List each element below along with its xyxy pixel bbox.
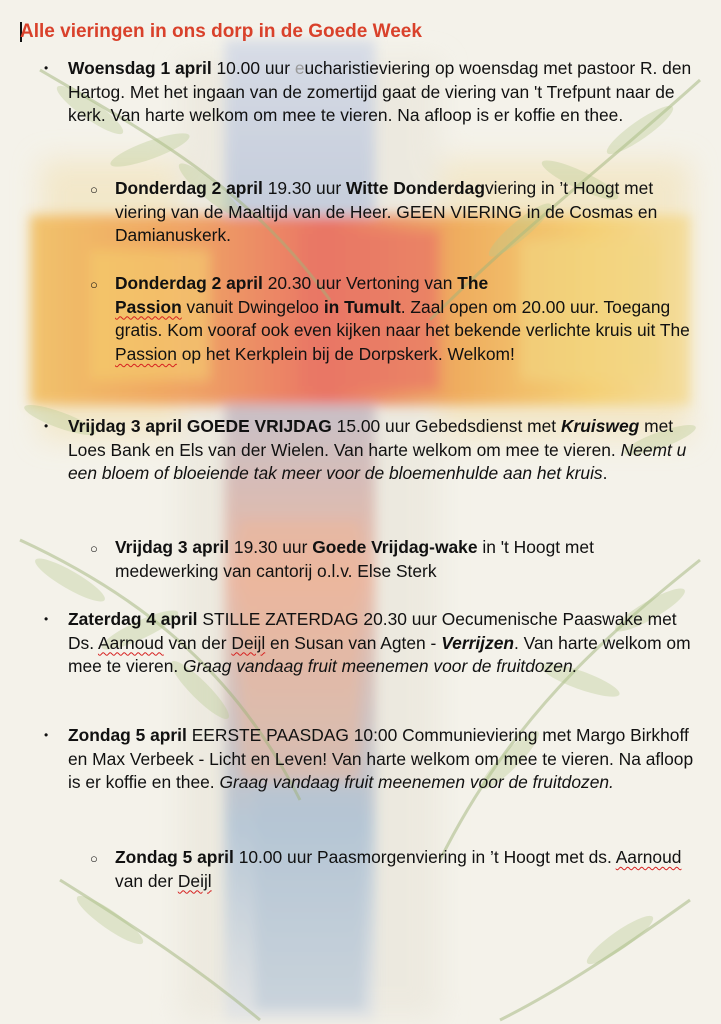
bullet-dot: • bbox=[44, 612, 49, 626]
item-date: Vrijdag 3 april GOEDE VRIJDAG bbox=[68, 416, 332, 436]
list-item-vrijdag-wake: ○ Vrijdag 3 april 19.30 uur Goede Vrijdag-wake in 't Hoogt met medewerking van cantorij o.l.v. Else Sterk bbox=[90, 537, 594, 581]
list-item-woensdag: • Woensdag 1 april 10.00 uur eucharistieviering op woensdag met pastoor R. den Hartog. Met het ingaan van de zomertijd gaat de viering van 't Trefpunt naar de kerk. Van harte welkom om mee te vieren. Na afloop is er koffie en thee. bbox=[44, 58, 692, 126]
bullet-dot: • bbox=[44, 728, 49, 742]
item-date: Zaterdag 4 april bbox=[68, 609, 198, 629]
bullet-dot: • bbox=[44, 419, 49, 433]
bullet-dot: • bbox=[44, 61, 49, 75]
bullet-circle: ○ bbox=[90, 851, 98, 866]
item-date: Zondag 5 april bbox=[115, 847, 234, 867]
bullet-circle: ○ bbox=[90, 182, 98, 197]
item-date: Vrijdag 3 april bbox=[115, 537, 230, 557]
page-title: Alle vieringen in ons dorp in de Goede Week bbox=[20, 21, 422, 42]
list-item-donderdag-1930: ○ Donderdag 2 april 19.30 uur Witte Donderdagviering in ’t Hoogt met viering van de Maaltijd van de Heer. GEEN VIERING in de Cosmas en Damianuskerk. bbox=[90, 178, 658, 246]
bullet-circle: ○ bbox=[90, 541, 98, 556]
list-item-zondag-paasdag: • Zondag 5 april EERSTE PAASDAG 10:00 Communieviering met Margo Birkhoff en Max Verbeek - Licht en Leven! Van harte welkom om mee te vieren. Na afloop is er koffie en thee. Graag vandaag fruit meenemen voor de fruitdozen. bbox=[44, 725, 694, 793]
item-date: Donderdag 2 april bbox=[115, 178, 263, 198]
list-item-zaterdag: • Zaterdag 4 april STILLE ZATERDAG 20.30 uur Oecumenische Paaswake met Ds. Aarnoud van der Deijl en Susan van Agten - Verrijzen. Van harte welkom om mee te vieren. Graag vandaag fruit meenemen voor de fruitdozen. bbox=[44, 609, 691, 677]
list-item-donderdag-2030: ○ Donderdag 2 april 20.30 uur Vertoning van The Passion vanuit Dwingeloo in Tumult. Zaal open om 20.00 uur. Toegang gratis. Kom vooraf ook even kijken naar het bekende verlichte kruis uit The Passion op het Kerkplein bij de Dorpskerk. Welkom! bbox=[90, 273, 690, 364]
item-date: Woensdag 1 april bbox=[68, 58, 212, 78]
list-item-vrijdag-goede-vrijdag: • Vrijdag 3 april GOEDE VRIJDAG 15.00 uur Gebedsdienst met Kruisweg met Loes Bank en Els van der Wielen. Van harte welkom om mee te vieren. Neemt u een bloem of bloeiende tak meer voor de bloemenhulde aan het kruis. bbox=[44, 416, 687, 484]
bullet-circle: ○ bbox=[90, 277, 98, 292]
item-date: Zondag 5 april bbox=[68, 725, 187, 745]
list-item-zondag-paasmorgen: ○ Zondag 5 april 10.00 uur Paasmorgenviering in ’t Hoogt met ds. Aarnoud van der Deijl bbox=[90, 847, 682, 891]
item-date: Donderdag 2 april bbox=[115, 273, 263, 293]
